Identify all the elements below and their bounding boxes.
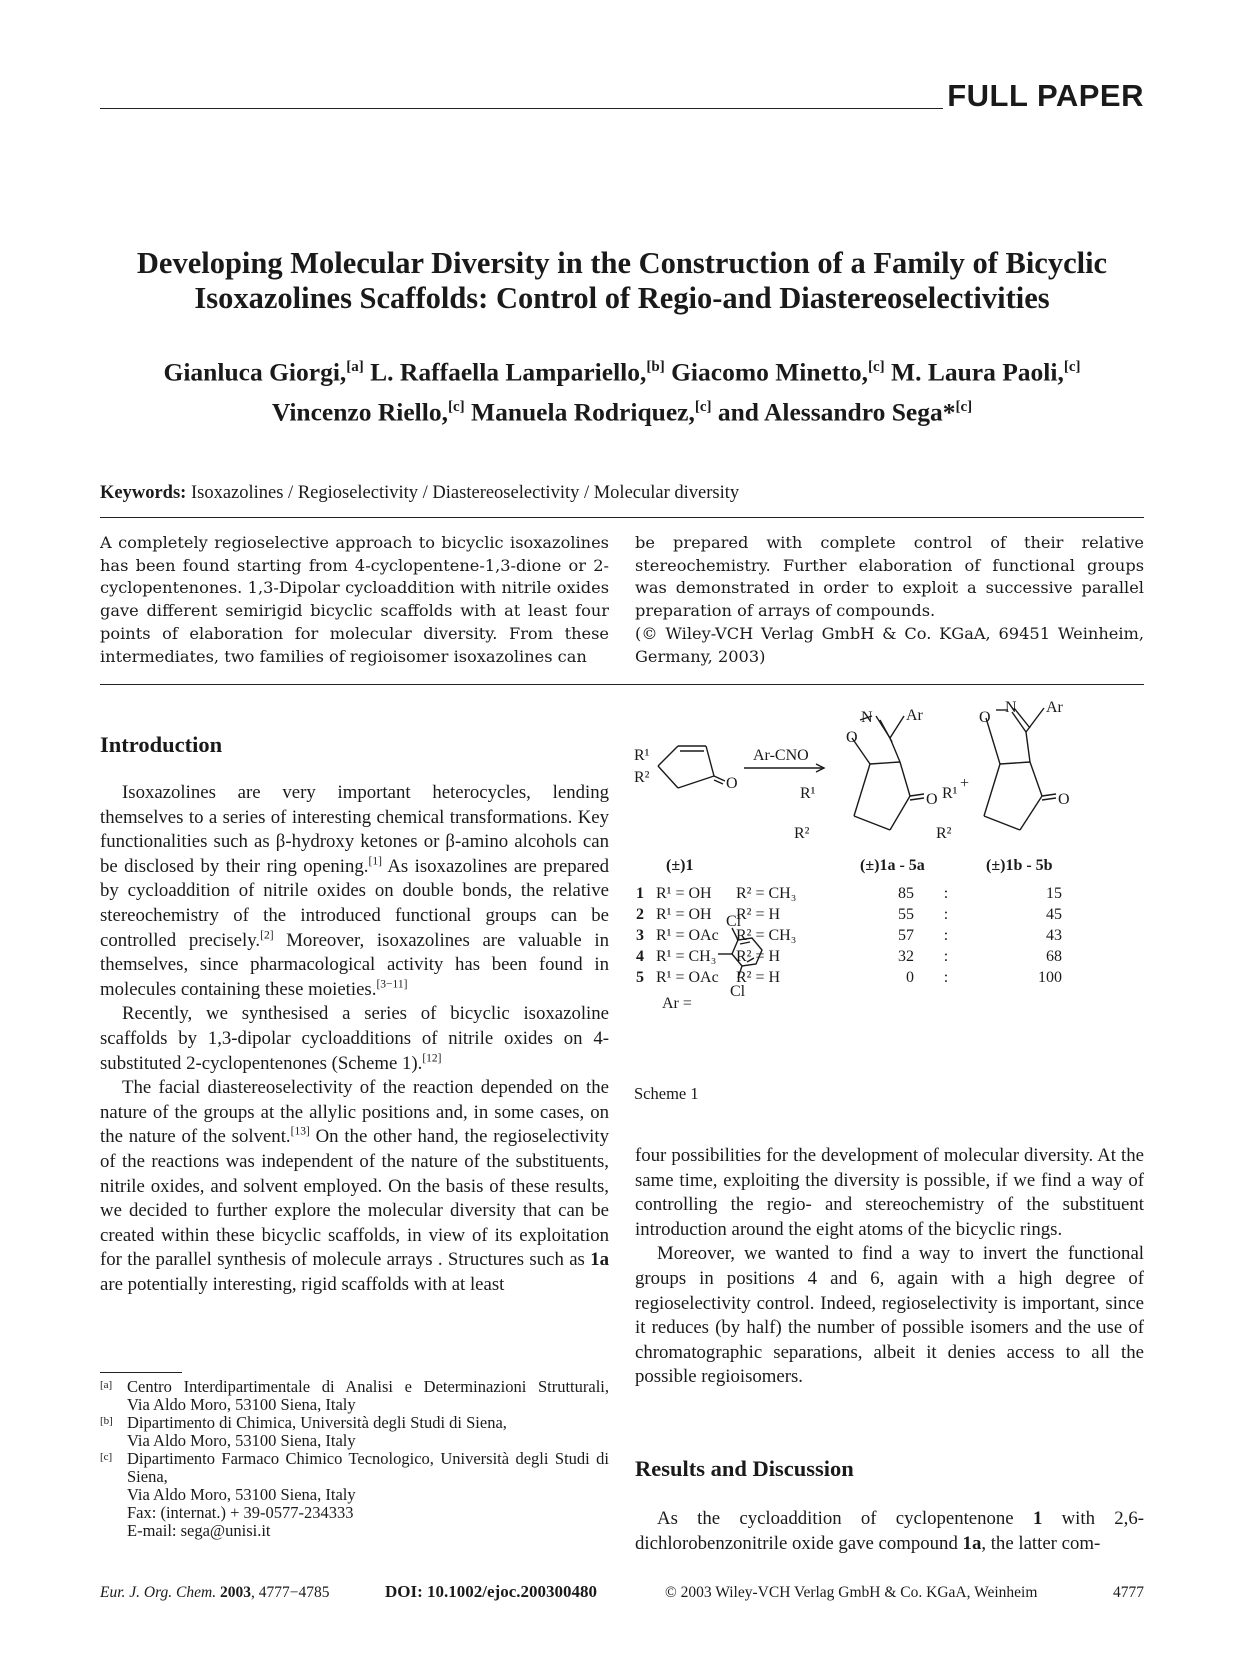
citation: [12] — [422, 1052, 442, 1065]
right-column-body — [635, 1144, 1144, 1390]
footer-doi: DOI: 10.1002/ejoc.200300480 — [385, 1582, 598, 1601]
atom-label: Cl — [730, 983, 746, 1000]
atom-label: N — [861, 709, 873, 726]
footnote-rule — [100, 1372, 182, 1373]
substituent-label: Ar — [906, 707, 923, 724]
footnote-line: Fax: (internat.) + 39-0577-234333 — [127, 1503, 354, 1522]
text-run: Recently, we synthesised a series of bicyclic isoxazoline scaffolds by 1,3-dipolar cycloadditions of nitrile oxides on 4-substituted 2-cyclopentenones (Scheme 1). — [100, 1003, 609, 1074]
journal-year: 2003 — [219, 1584, 251, 1601]
author-name: Giacomo Minetto, — [671, 357, 868, 387]
right-paragraph-2: Moreover, we wanted to find a way to invert the functional groups in positions 4 and 6, again with a high degree of regioselectivity control. Indeed, regioselectivity is important, since it reduces (by half) the number of possible isomers and the use of chromatographic separations, albeit it denies access to all the possible regioisomers. — [635, 1243, 1144, 1388]
author-name: Vincenzo Riello, — [271, 397, 448, 426]
author-affiliation: [c] — [694, 398, 712, 415]
footer-copyright: © 2003 Wiley-VCH Verlag GmbH & Co. KGaA, Weinheim — [665, 1584, 1038, 1601]
bond — [678, 776, 714, 788]
footnote-b — [100, 1414, 609, 1450]
scheme-row-a: 85 — [898, 885, 914, 902]
substituent-label: R² — [936, 825, 952, 842]
keywords — [100, 483, 739, 504]
title-line-1: Developing Molecular Diversity in the Construction of a Family of Bicyclic — [136, 246, 1108, 280]
footnote-line: Via Aldo Moro, 53100 Siena, Italy — [127, 1485, 356, 1504]
author-name: Gianluca Giorgi, — [163, 357, 347, 387]
bond — [1026, 732, 1030, 762]
scheme-row-r1: R¹ = OAc — [656, 969, 719, 986]
text-run: As the cycloaddition of cyclopentenone — [657, 1508, 1033, 1529]
ar-definition: Ar = — [662, 995, 692, 1012]
introduction-heading: Introduction — [100, 732, 223, 757]
author-affiliation: [b] — [646, 359, 665, 375]
atom-label: Cl — [726, 913, 742, 930]
scheme-row-b: 45 — [1046, 906, 1062, 923]
scheme-row-a: 55 — [898, 906, 914, 923]
bond — [658, 746, 678, 766]
atom-label: O — [1058, 791, 1070, 808]
bond — [658, 766, 678, 788]
substituent-label: R² — [634, 769, 650, 786]
scheme-row-num: 1 — [636, 885, 644, 902]
footnote-line: Dipartimento Farmaco Chimico Tecnologico, Università degli Studi di Siena, — [127, 1449, 609, 1486]
scheme-row-b: 100 — [1038, 969, 1062, 986]
scheme-row-r1: R¹ = OH — [656, 906, 712, 923]
paper-title — [100, 246, 1144, 316]
plus-sign: + — [960, 775, 970, 792]
substituent-label: R¹ — [634, 747, 650, 764]
substituent-label: R² — [794, 825, 810, 842]
atom-label: O — [726, 775, 738, 792]
text-run: , the latter com- — [981, 1532, 1101, 1554]
author-affiliation: [c] — [867, 359, 885, 375]
bond — [1030, 762, 1042, 796]
citation: [1] — [368, 855, 382, 868]
results-body — [635, 1507, 1144, 1556]
abstract-left — [100, 532, 609, 668]
footer-citation — [100, 1584, 329, 1602]
scheme-row-r2: R² = CH₃ — [736, 927, 797, 944]
results-heading: Results and Discussion — [635, 1456, 854, 1481]
compound-ref: 1a — [962, 1532, 982, 1554]
bond — [900, 762, 910, 796]
footnote-mark: [a] — [100, 1379, 113, 1391]
right-paragraph-1: four possibilities for the development of molecular diversity. At the same time, exploiting the diversity is possible, if we find a way of controlling the regio- and stereochemistry of the substituent introduction around the eight atoms of the bicyclic rings. — [635, 1145, 1144, 1240]
footnote-c — [100, 1450, 609, 1540]
abstract-right — [635, 532, 1144, 668]
introduction-body — [100, 781, 609, 1297]
bond — [870, 762, 900, 764]
scheme-row-a: 0 — [906, 969, 914, 986]
author-name: L. Raffaella Lampariello, — [370, 357, 647, 387]
footnote-mark: [b] — [100, 1415, 113, 1427]
text-run: The facial diastereoselectivity of the reaction depended on the nature of the groups at the allylic positions and, in some cases, on the nature of the solvent. — [100, 1077, 609, 1148]
atom-label: O — [979, 709, 991, 726]
scheme-row-b: 43 — [1046, 927, 1062, 944]
author-name: M. Laura Paoli, — [891, 357, 1064, 387]
substituent-label: Ar — [1046, 699, 1063, 716]
author-affiliation: [c] — [955, 398, 973, 415]
scheme-row-colon: : — [943, 906, 949, 923]
scheme-row-a: 57 — [898, 927, 914, 944]
bond — [890, 738, 900, 762]
bond — [984, 816, 1020, 830]
bond — [1000, 762, 1030, 764]
bond — [706, 746, 714, 776]
journal-pages: , 4777−4785 — [250, 1584, 330, 1601]
bond — [984, 764, 1000, 816]
scheme-row-num: 2 — [636, 906, 644, 923]
abstract-text-left: A completely regioselective approach to bicyclic isoxazolines has been found starting from 4-cyclopentene-1,3-dione or 2-cyclopentenones. 1,3-Dipolar cycloaddition with nitrile oxides gave different semirigid bicyclic scaffolds with at least four points of elaboration for molecular diversity. From these intermediates, two families of regioisomer isoxazolines can — [100, 533, 609, 666]
abstract-top-rule — [100, 517, 1144, 518]
scheme-row-num: 4 — [636, 948, 644, 965]
bond — [1020, 796, 1042, 830]
results-paragraph-1 — [635, 1507, 1144, 1556]
footnote-line: Via Aldo Moro, 53100 Siena, Italy — [127, 1395, 356, 1414]
bond — [890, 716, 904, 738]
bond — [910, 798, 924, 800]
scheme-row-b: 68 — [1046, 948, 1062, 965]
bond — [854, 764, 870, 816]
author-affiliation: [a] — [346, 359, 364, 375]
citation: [2] — [260, 929, 274, 942]
author-name: Manuela Rodriquez, — [471, 397, 695, 426]
abstract-copyright: (© Wiley-VCH Verlag GmbH & Co. KGaA, 69451 Weinheim, Germany, 2003) — [635, 623, 1144, 666]
keywords-text: Isoxazolines / Regioselectivity / Diastereoselectivity / Molecular diversity — [190, 483, 740, 503]
keywords-label: Keywords: — [100, 483, 187, 503]
author-affiliation: [c] — [1063, 359, 1081, 375]
author-line-1 — [100, 350, 1144, 390]
intro-paragraph-1 — [100, 781, 609, 1002]
scheme-row-b: 15 — [1046, 885, 1062, 902]
scheme-row-r1: R¹ = OAc — [656, 927, 719, 944]
header-rule — [100, 108, 943, 109]
intro-paragraph-3 — [100, 1076, 609, 1297]
scheme-row-r2: R² = H — [736, 948, 781, 965]
scheme-1-graphic — [634, 699, 1144, 1072]
compound-ref: 1 — [1032, 1508, 1043, 1529]
compound-label: (±)1a - 5a — [860, 857, 925, 874]
compound-label: (±)1 — [666, 857, 694, 874]
bond — [1042, 798, 1056, 800]
bond — [854, 816, 890, 830]
text-run: are potentially interesting, rigid scaffolds with at least — [100, 1273, 505, 1295]
scheme-row-a: 32 — [898, 948, 914, 965]
bond — [1026, 708, 1044, 732]
title-line-2: Isoxazolines Scaffolds: Control of Regio-and Diastereoselectivities — [194, 281, 1050, 315]
author-name: and Alessandro Sega* — [717, 397, 956, 426]
scheme-row-num: 5 — [636, 969, 644, 986]
page-number: 4777 — [1113, 1584, 1144, 1601]
footnote-mark: [c] — [100, 1451, 113, 1463]
scheme-row-colon: : — [943, 948, 949, 965]
substituent-label: R¹ — [800, 785, 816, 802]
scheme-row-r1: R¹ = CH₃ — [656, 948, 717, 965]
bond — [910, 794, 924, 796]
bond — [714, 780, 723, 784]
atom-label: O — [926, 791, 938, 808]
abstract-text-right: be prepared with complete control of their relative stereochemistry. Further elaboration of functional groups was demonstrated in order to exploit a successive parallel preparation of arrays of compounds. — [635, 533, 1144, 621]
citation: [3−11] — [376, 978, 408, 991]
scheme-row-colon: : — [943, 969, 949, 986]
reagent-label: Ar-CNO — [753, 747, 809, 764]
bond — [1042, 794, 1056, 796]
journal-name: Eur. J. Org. Chem. — [100, 1584, 217, 1601]
scheme-row-colon: : — [943, 927, 949, 944]
scheme-caption: Scheme 1 — [634, 1084, 699, 1103]
author-affiliation: [c] — [447, 398, 465, 415]
atom-label: O — [846, 729, 858, 746]
atom-label: N — [1005, 699, 1017, 716]
scheme-row-r2: R² = H — [736, 906, 781, 923]
footnote-line: Via Aldo Moro, 53100 Siena, Italy — [127, 1431, 356, 1450]
scheme-row-r1: R¹ = OH — [656, 885, 712, 902]
scheme-row-r2: R² = H — [736, 969, 781, 986]
text-run: Isoxazolines are very important heterocycles, lending themselves to a series of interesting chemical transformations. Key functionalities such as β-hydroxy ketones or β-amino alcohols can be disclosed by their ring opening. — [100, 782, 609, 877]
bond — [890, 796, 910, 830]
scheme-row-colon: : — [943, 885, 949, 902]
text-run: Moreover, isoxazolines are valuable in themselves, since pharmacological activity has been found in molecules containing these moieties. — [100, 929, 609, 1000]
footnote-a — [100, 1378, 609, 1414]
scheme-row-r2: R² = CH₃ — [736, 885, 797, 902]
scheme-row-num: 3 — [636, 927, 644, 944]
substituent-label: R¹ — [942, 785, 958, 802]
text-run: As isoxazolines are prepared by cycloaddition of nitrile oxides on double bonds, the relative stereochemistry of the introduced functional groups can be controlled precisely. — [100, 855, 609, 951]
compound-label: (±)1b - 5b — [986, 857, 1053, 874]
author-list — [100, 350, 1144, 429]
author-line-2 — [100, 390, 1144, 430]
footnote-line: Dipartimento di Chimica, Università degli Studi di Siena, — [127, 1413, 507, 1432]
compound-ref: 1a — [590, 1249, 609, 1271]
footnotes — [100, 1378, 609, 1540]
text-run: On the other hand, the regioselectivity of the reactions was independent of the nature of the substituents, nitrile oxides, and solvent employed. On the basis of these results, we decided to further explore the molecular diversity that can be created within these bicyclic scaffolds, in view of its exploitation for the parallel synthesis of molecule arrays . Structures such as — [100, 1126, 609, 1271]
section-label: FULL PAPER — [947, 78, 1144, 113]
text-run: with 2,6-dichlorobenzonitrile oxide gave compound — [635, 1508, 1145, 1554]
citation: [13] — [290, 1126, 310, 1139]
footnote-line: E-mail: sega@unisi.it — [127, 1521, 271, 1540]
footnote-line: Centro Interdipartimentale di Analisi e Determinazioni Strutturali, — [127, 1377, 609, 1396]
abstract-bottom-rule — [100, 684, 1144, 685]
intro-paragraph-2 — [100, 1002, 609, 1076]
